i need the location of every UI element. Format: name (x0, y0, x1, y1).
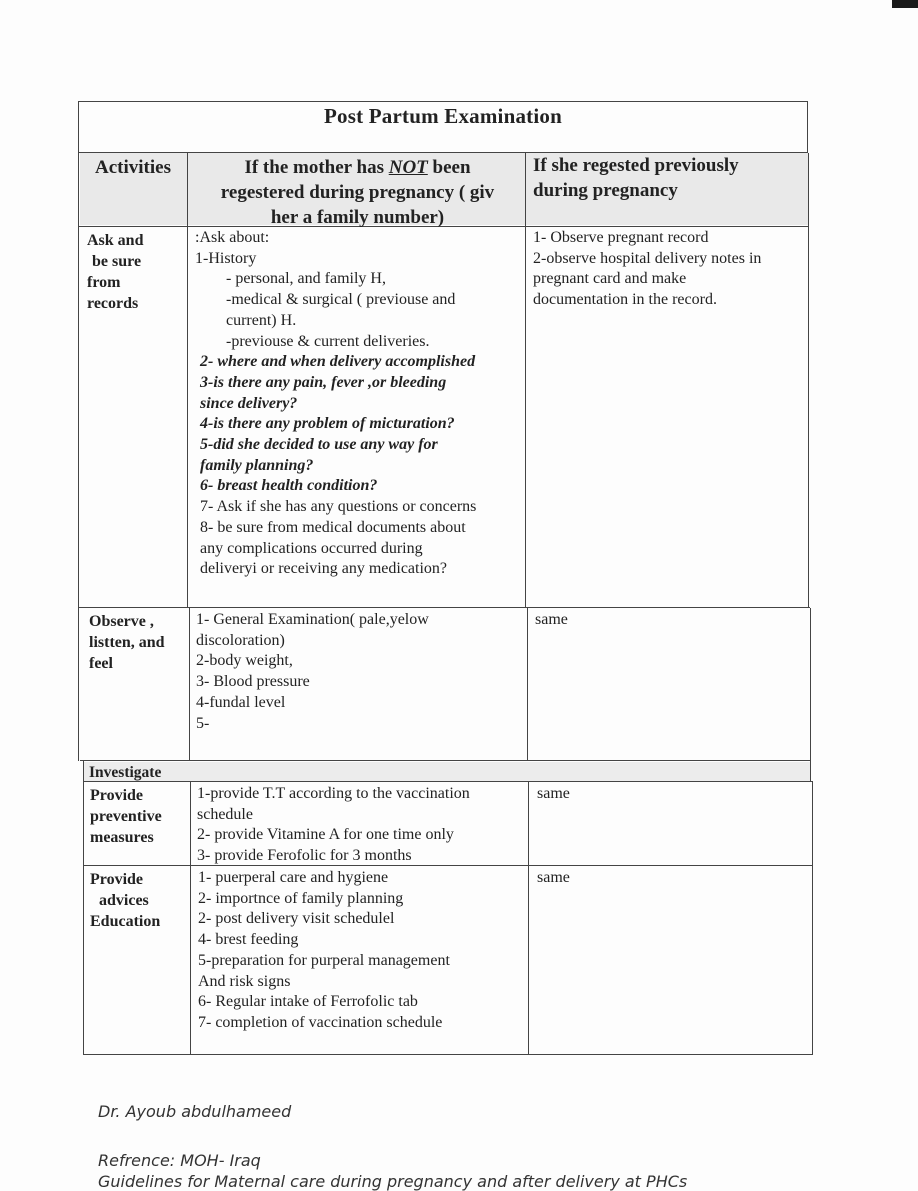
cell-line: family planning? (200, 456, 314, 474)
footer-guidelines: Guidelines for Maternal care during pregnancy and after delivery at PHCs (98, 1172, 688, 1191)
table-left-border-lower (83, 761, 84, 1055)
row-label-line: be sure (92, 253, 142, 270)
table-divider-2b (527, 608, 528, 761)
table-divider-2c (528, 781, 529, 1055)
cell-line: pregnant card and make (533, 270, 687, 288)
row-label-line: records (87, 295, 139, 312)
row-label-line: measures (90, 829, 154, 846)
row1-bottom-line (78, 607, 810, 608)
cell-line: 1- General Examination( pale,yelow (196, 611, 429, 628)
table-divider-1c (190, 781, 191, 1055)
row-label-line: Observe , (89, 613, 154, 630)
cell-line: same (535, 611, 568, 628)
cell-line: 1- puerperal care and hygiene (198, 869, 389, 886)
header-activities-text: Activities (95, 157, 171, 178)
header-registered-line1: If she regested previously (533, 155, 739, 176)
row-label-ask (87, 230, 143, 314)
cell-line: 5- (196, 714, 210, 732)
row-label-line: Ask and (87, 232, 144, 249)
cell-line: -previouse & current deliveries. (226, 332, 430, 350)
cell-line: any complications occurred during (200, 539, 423, 557)
row-label-line: Education (90, 913, 161, 930)
cell-line: 2- where and when delivery accomplished (200, 353, 476, 371)
header-registered-line2: during pregnancy (533, 180, 678, 201)
cell-line: 1-History (195, 249, 257, 267)
header-not-registered (190, 155, 525, 230)
cell-line: 7- completion of vaccination schedule (198, 1013, 443, 1031)
scan-corner-mark (892, 0, 918, 8)
cell-line: 2-observe hospital delivery notes in (533, 249, 762, 267)
cell-line: 2- provide Vitamine A for one time only (197, 826, 454, 844)
header-not-word: NOT (388, 157, 428, 178)
ask-registered-cell (533, 228, 761, 311)
row-label-observe (89, 611, 165, 674)
document-title: Post Partum Examination (324, 104, 562, 128)
cell-line: 3-is there any pain, fever ,or bleeding (200, 373, 447, 391)
cell-line: current) H. (226, 311, 297, 329)
cell-line: same (537, 869, 570, 886)
header-activities (95, 155, 171, 180)
cell-line: 4-fundal level (196, 693, 286, 711)
cell-line: And risk signs (198, 972, 291, 990)
table-divider-1b (189, 608, 190, 761)
cell-line: 5-preparation for purperal management (198, 951, 450, 969)
row-label-line: preventive (90, 808, 162, 825)
education-registered-cell (537, 868, 570, 889)
row-label-investigate (89, 763, 161, 782)
header-not-part1: If the mother has (244, 157, 384, 178)
education-not-registered-cell (198, 868, 450, 1034)
preventive-registered-cell (537, 784, 570, 805)
cell-line: - personal, and family H, (226, 270, 386, 288)
observe-registered-cell (535, 610, 568, 631)
row-label-line: Investigate (89, 764, 162, 781)
header-not-part2: been (432, 157, 471, 178)
table-divider-1 (187, 153, 188, 608)
cell-line: deliveryi or receiving any medication? (200, 560, 448, 578)
cell-line: 1-provide T.T according to the vaccination (197, 785, 470, 802)
table-right-border-c (812, 781, 813, 1055)
cell-line: 1- Observe pregnant record (533, 229, 709, 246)
cell-line: 6- breast health condition? (200, 477, 378, 495)
cell-line: 5-did she decided to use any way for (200, 436, 438, 454)
row-label-line: from (87, 274, 121, 291)
table-right-border (808, 153, 809, 608)
cell-line: 2- post delivery visit schedulel (198, 910, 395, 928)
investigate-row-shade (84, 762, 810, 781)
cell-line: discoloration) (196, 631, 285, 649)
row-label-line: feel (89, 655, 113, 672)
cell-line: 2- importnce of family planning (198, 889, 404, 907)
row-label-line: Provide (90, 871, 144, 888)
row3-bottom-line (83, 781, 812, 782)
ask-not-registered-cell (195, 228, 476, 580)
table-divider-2 (525, 153, 526, 608)
header-not-line3: her a family number) (270, 207, 445, 228)
cell-line: :Ask about: (195, 229, 270, 246)
row2-bottom-line (80, 760, 810, 761)
header-registered (533, 153, 739, 203)
cell-line: 4-is there any problem of micturation? (200, 415, 455, 433)
cell-line: documentation in the record. (533, 291, 717, 309)
row-label-education (90, 869, 160, 932)
cell-line: 6- Regular intake of Ferrofolic tab (198, 993, 418, 1011)
table-bottom-line (83, 1054, 812, 1055)
cell-line: 7- Ask if she has any questions or concerns (200, 498, 477, 516)
cell-line: 2-body weight, (196, 652, 293, 670)
table-left-border (78, 153, 79, 761)
row-label-line: listten, and (89, 634, 165, 651)
header-not-line2: regestered during pregnancy ( giv (220, 182, 495, 203)
cell-line: 8- be sure from medical documents about (200, 518, 466, 536)
table-right-border-b (810, 608, 811, 781)
cell-line: 3- provide Ferofolic for 3 months (197, 847, 412, 865)
row-label-line: advices (99, 892, 149, 909)
footer-author: Dr. Ayoub abdulhameed (98, 1102, 292, 1121)
cell-line: -medical & surgical ( previouse and (226, 291, 456, 309)
cell-line: schedule (197, 805, 253, 823)
footer-reference: Refrence: MOH- Iraq (98, 1151, 261, 1170)
cell-line: 3- Blood pressure (196, 673, 310, 691)
observe-not-registered-cell (196, 610, 429, 734)
row-label-preventive (90, 785, 162, 848)
row-label-line: Provide (90, 787, 144, 804)
cell-line: 4- brest feeding (198, 931, 299, 949)
preventive-not-registered-cell (197, 784, 470, 867)
cell-line: since delivery? (200, 394, 298, 412)
cell-line: same (537, 785, 570, 802)
